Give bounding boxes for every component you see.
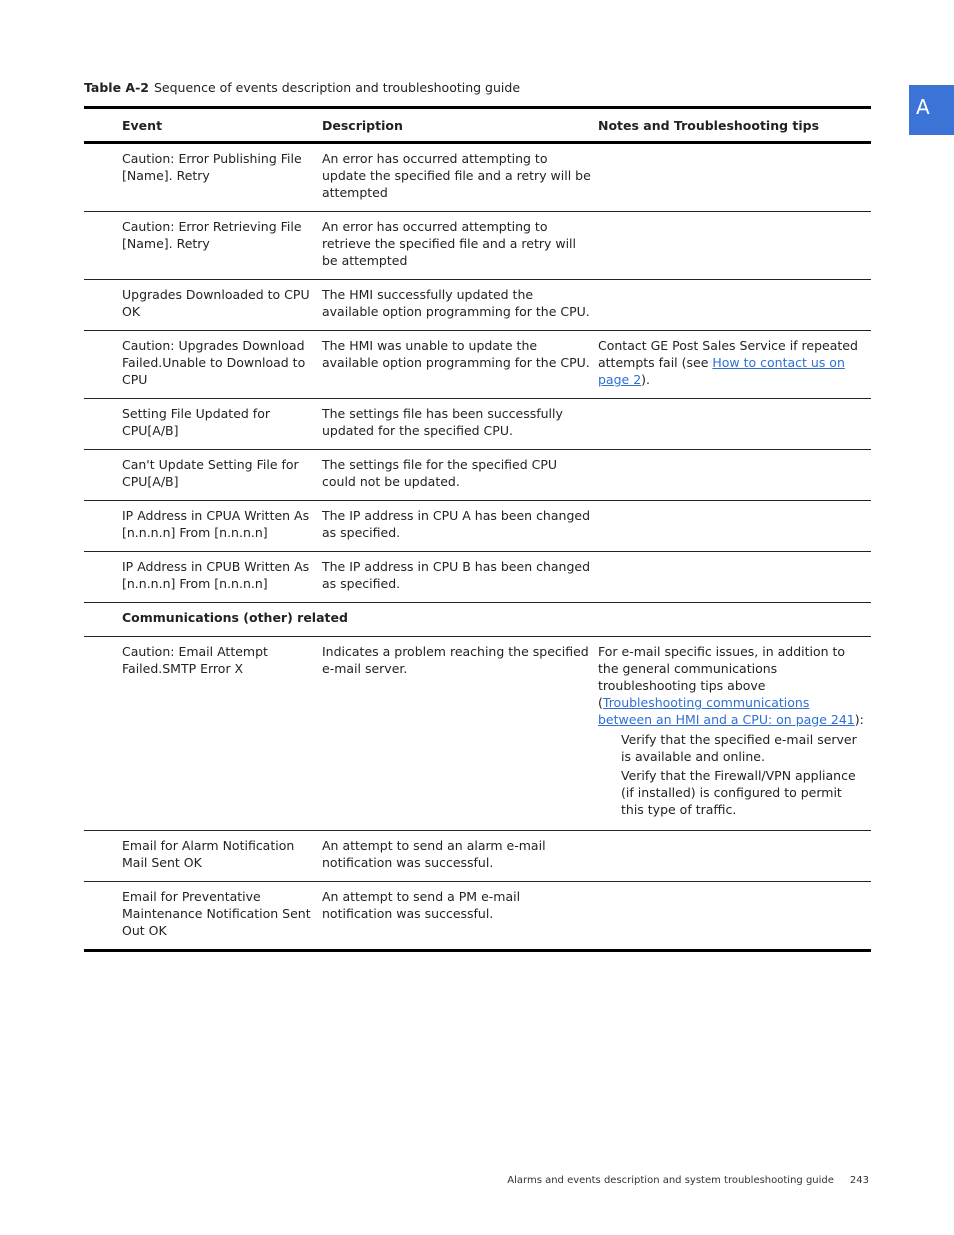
notes-cell bbox=[598, 882, 871, 951]
event-cell: Upgrades Downloaded to CPU OK bbox=[122, 287, 310, 319]
tips-list bbox=[598, 731, 865, 818]
table-header-row bbox=[84, 108, 871, 143]
header-event: Event bbox=[122, 117, 163, 133]
event-cell: Caution: Email Attempt Failed.SMTP Error X bbox=[122, 644, 268, 676]
description-cell: The HMI successfully updated the available option programming for the CPU. bbox=[322, 287, 590, 319]
section-heading-row bbox=[84, 603, 871, 637]
description-cell: The HMI was unable to update the available option programming for the CPU. bbox=[322, 338, 590, 370]
notes-cell bbox=[598, 280, 871, 331]
how-to-contact-link[interactable]: How to contact us on page 2 bbox=[598, 355, 845, 387]
event-cell: Email for Alarm Notification Mail Sent OK bbox=[122, 838, 295, 870]
event-cell: IP Address in CPUA Written As [n.n.n.n] From [n.n.n.n] bbox=[122, 508, 310, 540]
event-cell: Can't Update Setting File for CPU[A/B] bbox=[122, 457, 299, 489]
event-cell: Caution: Error Publishing File [Name]. Retry bbox=[122, 151, 302, 183]
table-row bbox=[84, 882, 871, 951]
notes-cell bbox=[598, 331, 871, 399]
description-cell: An attempt to send an alarm e-mail notification was successful. bbox=[322, 838, 546, 870]
notes-cell bbox=[598, 399, 871, 450]
page-footer bbox=[507, 1175, 869, 1186]
page-number: 243 bbox=[849, 1175, 869, 1186]
notes-cell bbox=[598, 143, 871, 212]
event-cell: Caution: Upgrades Download Failed.Unable to Download to CPU bbox=[122, 338, 306, 387]
notes-cell bbox=[598, 501, 871, 552]
header-description: Description bbox=[322, 117, 403, 133]
table-caption-label: Table A-2 bbox=[84, 80, 149, 95]
notes-cell bbox=[598, 637, 871, 831]
table-caption bbox=[84, 80, 520, 95]
section-heading: Communications (other) related bbox=[122, 610, 348, 625]
footer-title: Alarms and events description and system troubleshooting guide bbox=[507, 1175, 834, 1186]
description-cell: The IP address in CPU B has been changed as specified. bbox=[322, 559, 591, 591]
notes-cell bbox=[598, 212, 871, 280]
event-cell: IP Address in CPUB Written As [n.n.n.n] From [n.n.n.n] bbox=[122, 559, 310, 591]
notes-text: ): bbox=[854, 712, 864, 727]
table-row bbox=[84, 143, 871, 212]
description-cell: An error has occurred attempting to retrieve the specified file and a retry will be attempted bbox=[322, 219, 577, 268]
appendix-tab-marker bbox=[909, 85, 954, 135]
table-row bbox=[84, 331, 871, 399]
table-row bbox=[84, 831, 871, 882]
description-cell: The settings file has been successfully updated for the specified CPU. bbox=[322, 406, 563, 438]
event-cell: Setting File Updated for CPU[A/B] bbox=[122, 406, 270, 438]
description-cell: The settings file for the specified CPU could not be updated. bbox=[322, 457, 558, 489]
table-row bbox=[84, 399, 871, 450]
table-row bbox=[84, 212, 871, 280]
table-row bbox=[84, 637, 871, 831]
tip-item: Verify that the specified e-mail server is available and online. bbox=[621, 732, 857, 764]
troubleshooting-communications-link[interactable]: Troubleshooting communications between an HMI and a CPU: on page 241 bbox=[598, 695, 855, 727]
table-caption-text: Sequence of events description and troubleshooting guide bbox=[153, 80, 521, 95]
table-row bbox=[84, 552, 871, 603]
notes-text: For e-mail specific issues, in addition to the general communications troubleshooting tips above ( bbox=[598, 644, 846, 710]
description-cell: An error has occurred attempting to update the specified file and a retry will be attempted bbox=[322, 151, 591, 200]
header-notes: Notes and Troubleshooting tips bbox=[598, 117, 820, 133]
events-table bbox=[84, 106, 871, 952]
event-cell: Email for Preventative Maintenance Notification Sent Out OK bbox=[122, 889, 311, 938]
table-row bbox=[84, 450, 871, 501]
description-cell: The IP address in CPU A has been changed as specified. bbox=[322, 508, 590, 540]
notes-text: Contact GE Post Sales Service if repeated attempts fail (see bbox=[598, 338, 858, 370]
notes-text: ). bbox=[641, 372, 651, 387]
table-row bbox=[84, 501, 871, 552]
notes-cell bbox=[598, 450, 871, 501]
table-row bbox=[84, 280, 871, 331]
tip-item: Verify that the Firewall/VPN appliance (if installed) is configured to permit this type of traffic. bbox=[621, 768, 856, 817]
description-cell: An attempt to send a PM e-mail notification was successful. bbox=[322, 889, 521, 921]
event-cell: Caution: Error Retrieving File [Name]. Retry bbox=[122, 219, 302, 251]
notes-cell bbox=[598, 552, 871, 603]
notes-cell bbox=[598, 831, 871, 882]
description-cell: Indicates a problem reaching the specified e-mail server. bbox=[322, 644, 589, 676]
appendix-tab-letter: A bbox=[916, 95, 930, 119]
